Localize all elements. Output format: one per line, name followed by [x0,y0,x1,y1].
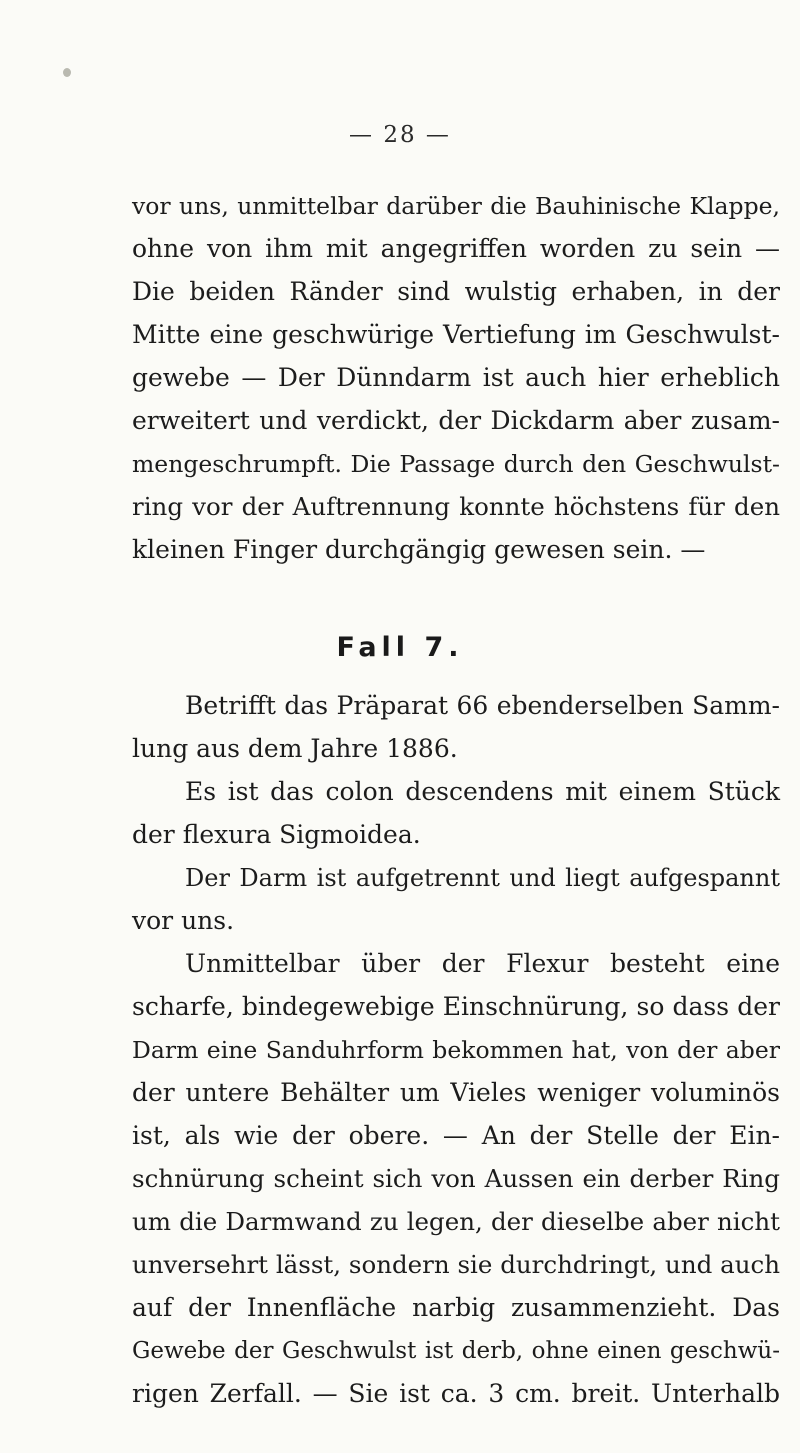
page-number: — 28 — [349,122,451,148]
text-line: Es ist das colon descendens mit einem Stück [185,777,780,806]
text-line: auf der Innenfläche narbig zusammenzieht. Das [132,1293,780,1322]
text-line: unversehrt lässt, sondern sie durchdringt, und auch [132,1250,780,1279]
text-line: um die Darmwand zu legen, der dieselbe aber nicht [132,1207,780,1236]
text-line: gewebe — Der Dünndarm ist auch hier erheblich [132,363,780,392]
text-line: ist, als wie der obere. — An der Stelle der Ein- [132,1121,780,1150]
text-line: rigen Zerfall. — Sie ist ca. 3 cm. breit. Unterhalb [132,1379,780,1408]
text-line: der flexura Sigmoidea. [132,820,421,849]
text-line: der untere Behälter um Vieles weniger voluminös [132,1078,780,1107]
text-line: mengeschrumpft. Die Passage durch den Geschwulst- [132,450,780,478]
text-line: kleinen Finger durchgängig gewesen sein. — [132,535,706,564]
text-line: Unmittelbar über der Flexur besteht eine [185,949,780,978]
text-line: lung aus dem Jahre 1886. [132,734,458,763]
text-line: schnürung scheint sich von Aussen ein derber Ring [132,1164,780,1193]
section-heading: Fall 7. [336,632,464,663]
text-line: vor uns. [132,906,235,935]
text-line: Mitte eine geschwürige Vertiefung im Geschwulst- [132,320,780,349]
text-line: erweitert und verdickt, der Dickdarm aber zusam- [132,406,780,435]
text-line: Gewebe der Geschwulst ist derb, ohne einen geschwü- [132,1338,780,1364]
text-line: Betrifft das Präparat 66 ebenderselben Samm- [185,691,780,720]
paper-speck [63,68,71,77]
text-line: scharfe, bindegewebige Einschnürung, so dass der [132,992,780,1021]
text-line: vor uns, unmittelbar darüber die Bauhinische Klappe, [132,192,780,220]
text-line: ohne von ihm mit angegriffen worden zu sein — [132,234,780,263]
text-line: Der Darm ist aufgetrennt und liegt aufgespannt [185,864,780,892]
text-line: Darm eine Sanduhrform bekommen hat, von der aber [132,1036,780,1064]
text-line: Die beiden Ränder sind wulstig erhaben, in der [132,277,780,306]
text-line: ring vor der Auftrennung konnte höchstens für den [132,492,780,521]
